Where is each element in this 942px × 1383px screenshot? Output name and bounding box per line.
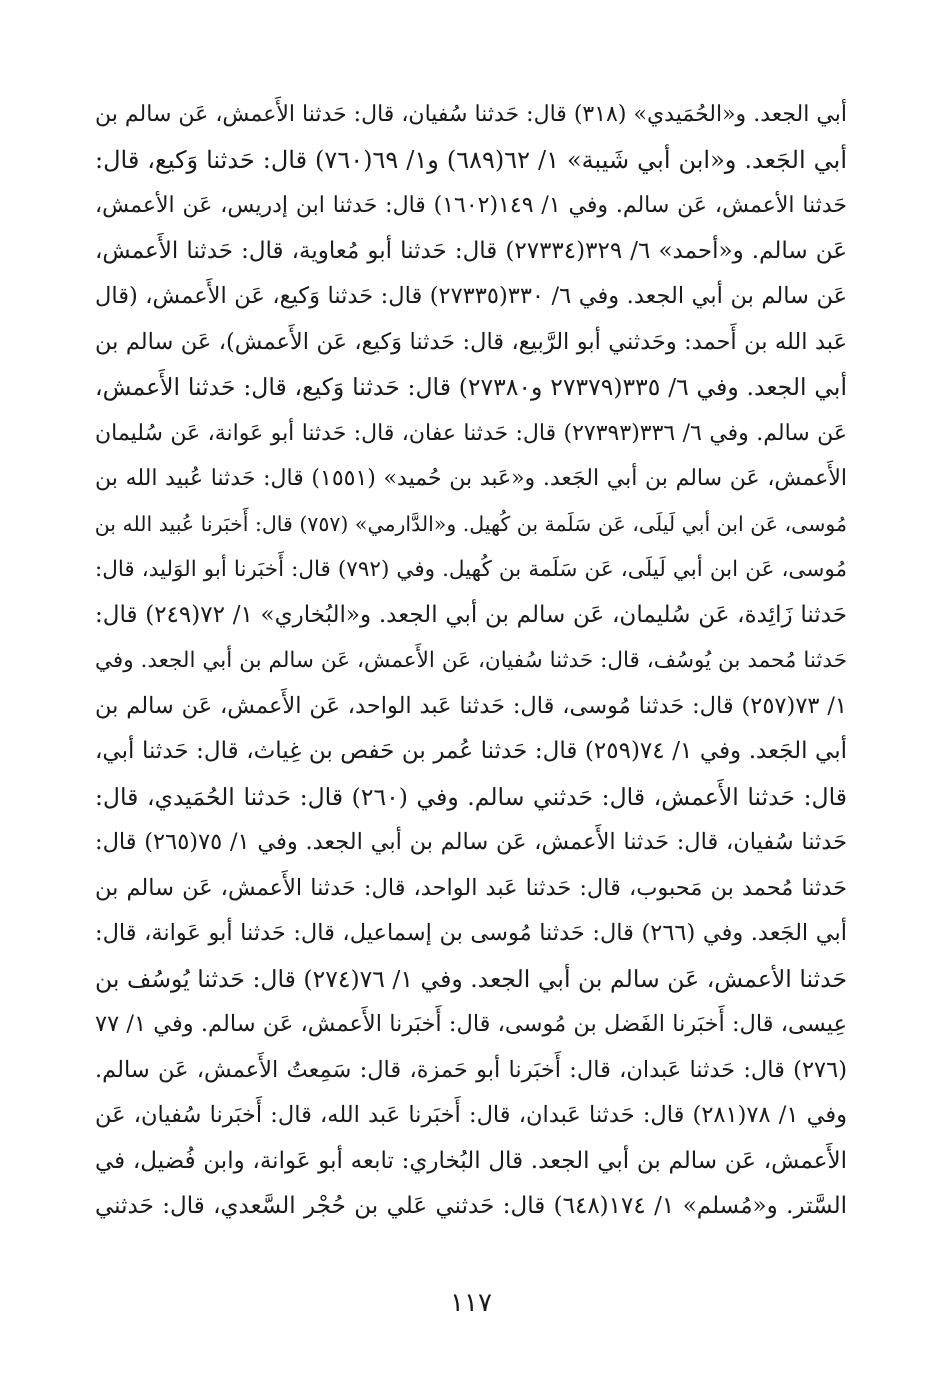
text-line: أبي الجعد. وفي ٦/ ٣٣٥(٢٧٣٧٩ و٢٧٣٨٠) قال: حَدثنا وَكيع، قال: حَدثنا الأَعمش، <box>95 373 847 401</box>
text-line: أبي الجَعد. وفي ١/ ٧٤(٢٥٩) قال: حَدثنا عُمر بن حَفص بن غِياث، قال: حَدثنا أبي، <box>95 738 847 764</box>
text-line: حَدثنا مُحمد بن يُوسُف، قال: حَدثنا سُفيان، عَن الأَعمش، عَن سالم بن أبي الجعد. وفي <box>95 648 847 673</box>
text-line: حَدثنا الأعمش، عَن سالم بن أبي الجعد. وفي ١/ ٧٦(٢٧٤) قال: حَدثنا يُوسُف بن <box>95 964 847 993</box>
text-line: حَدثنا سُفيان، قال: حَدثنا الأَعمش، عَن سالم بن أبي الجعد. وفي ١/ ٧٥(٢٦٥) قال: <box>95 829 847 855</box>
text-line: عَن سالم. وفي ٦/ ٣٣٦(٢٧٣٩٣) قال: حَدثنا عفان، قال: حَدثنا أبو عَوانة، عَن سُليمان <box>95 420 847 446</box>
text-line: الأَعمش، عَن سالم بن أبي الجَعد. و«عَبد بن حُميد» (١٥٥١) قال: حَدثنا عُبيد الله بن <box>95 466 847 491</box>
text-line: عَن سالم. و«أحمد» ٦/ ٣٢٩(٢٧٣٣٤) قال: حَدثنا أبو مُعاوية، قال: حَدثنا الأَعمش، <box>95 237 847 264</box>
text-line: مُوسى، عَن ابن أبي لَيلَى، عَن سَلَمة بن كُهيل. وفي (٧٩٢) قال: أَخبَرنا أبو الوَليد، قال: <box>95 557 847 582</box>
book-page <box>95 0 847 1383</box>
text-line: مُوسى، عَن ابن أبي لَيلَى، عَن سَلَمة بن كُهيل. و«الدَّارمي» (٧٥٧) قال: أَخبَرنا عُبيد الله بن <box>95 511 847 536</box>
text-line: أبي الجَعد. وفي (٢٦٦) قال: حَدثنا مُوسى بن إسماعيل، قال: حَدثنا أبو عَوانة، قال: <box>95 920 847 946</box>
body-text <box>95 92 847 1230</box>
text-line: ١/ ٧٣(٢٥٧) قال: حَدثنا مُوسى، قال: حَدثنا عَبد الواحد، عَن الأَعمش، عَن سالم بن <box>95 692 847 719</box>
text-line: أبي الجعد. و«الحُمَيدي» (٣١٨) قال: حَدثنا سُفيان، قال: حَدثنا الأَعمش، عَن سالم بن <box>95 102 847 127</box>
text-line: قال: حَدثنا الأَعمش، قال: حَدثني سالم. وفي (٢٦٠) قال: حَدثنا الحُمَيدي، قال: <box>95 782 847 811</box>
text-line: (٢٧٦) قال: حَدثنا عَبدان، قال: أَخبَرنا أبو حَمزة، قال: سَمِعتُ الأَعمش، عَن سالم. <box>95 1056 847 1083</box>
page-number: ١١٧ <box>450 1288 492 1318</box>
text-line: وفي ١/ ٧٨(٢٨١) قال: حَدثنا عَبدان، قال: أَخبَرنا عَبد الله، قال: أَخبَرنا سُفيان، عَن <box>95 1102 847 1128</box>
text-line: حَدثنا الأعمش، عَن سالم. وفي ١/ ١٤٩(١٦٠٢) قال: حَدثنا ابن إدريس، عَن الأعمش، <box>95 193 847 218</box>
text-line: حَدثنا مُحمد بن مَحبوب، قال: حَدثنا عَبد الواحد، قال: حَدثنا الأَعمش، عَن سالم بن <box>95 874 847 901</box>
text-line: الأَعمش، عَن سالم بن أبي الجعد. قال البُخاري: تابعه أبو عَوانة، وابن فُضيل، في <box>95 1147 847 1174</box>
text-line: عَبد الله بن أَحمد: وحَدثني أبو الرَّبيع، قال: حَدثنا وَكيع، عَن الأَعمش)، عَن سالم بن <box>95 328 847 355</box>
text-line: السَّتر. و«مُسلم» ١/ ١٧٤(٦٤٨) قال: حَدثني عَلي بن حُجْر السَّعدي، قال: حَدثني <box>95 1193 847 1219</box>
text-line: حَدثنا زَائِدة، عَن سُليمان، عَن سالم بن أبي الجعد. و«البُخاري» ١/ ٧٢(٢٤٩) قال: <box>95 601 847 628</box>
text-line: عَن سالم بن أبي الجعد. وفي ٦/ ٣٣٠(٢٧٣٣٥) قال: حَدثنا وَكيع، عَن الأَعمش، (قال <box>95 283 847 309</box>
text-line: عِيسى، قال: أَخبَرنا الفَضل بن مُوسى، قال: أَخبَرنا الأَعمش، عَن سالم. وفي ١/ ٧٧ <box>95 1011 847 1037</box>
text-line: أبي الجَعد. و«ابن أبي شَيبة» ١/ ٦٢(٦٨٩) و١/ ٦٩(٧٦٠) قال: حَدثنا وَكيع، قال: <box>95 145 847 174</box>
